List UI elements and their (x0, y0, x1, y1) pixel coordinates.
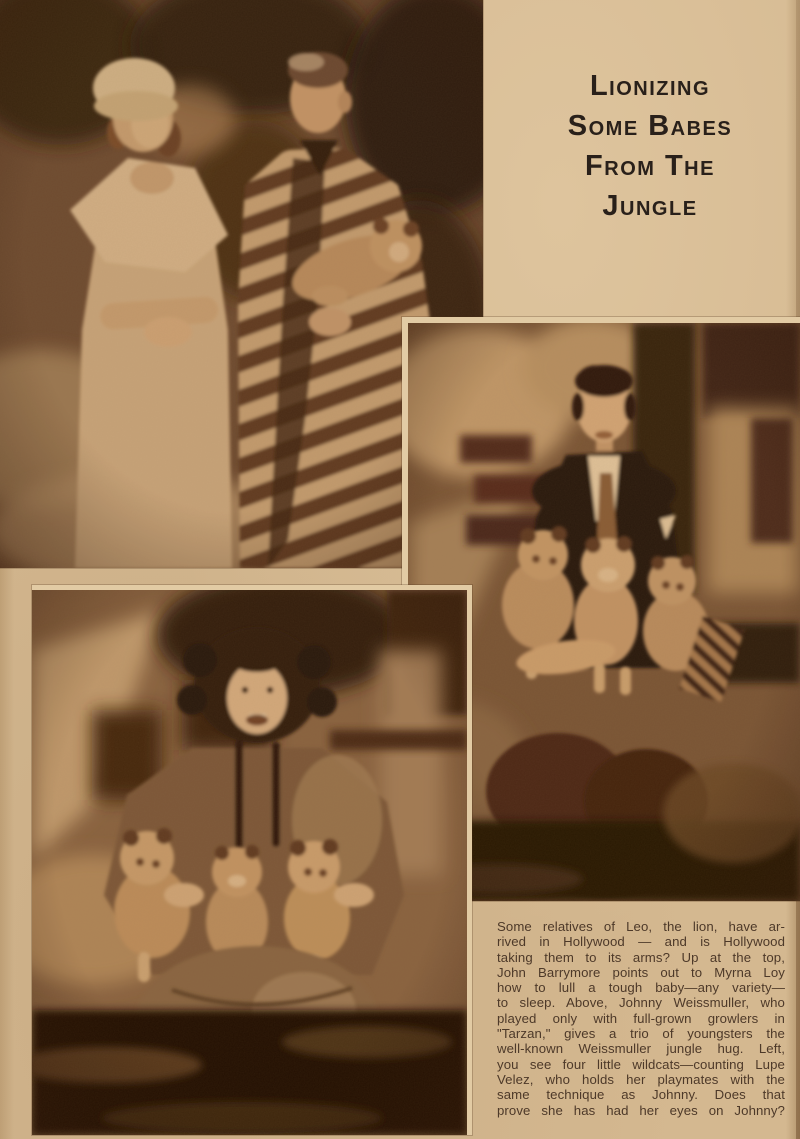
photo-lupe-velez (32, 585, 472, 1135)
caption-line: prove she has had her eyes on Johnny? (497, 1102, 785, 1118)
caption-line: John Barrymore points out to Myrna Loy (497, 964, 785, 980)
article-title (500, 66, 800, 226)
caption-line: "Tarzan," gives a trio of youngsters the (497, 1026, 785, 1042)
caption-line: taking them to its arms? Up at the top, (497, 949, 785, 965)
photo-lupe-velez-illustration (32, 590, 467, 1135)
title-line: Lionizing (589, 70, 711, 102)
caption-line: you see four little wildcats—counting Lupe (497, 1056, 785, 1072)
title-line: Some Babes (567, 110, 733, 142)
caption-line: Velez, who holds her playmates with the (497, 1071, 785, 1087)
title-line: From The (585, 150, 715, 182)
caption-line: Some relatives of Leo, the lion, have ar- (497, 919, 785, 934)
caption-text (497, 919, 785, 1118)
caption-line: how to lull a tough baby—any variety— (497, 980, 785, 996)
caption-line: to sleep. Above, Johnny Weissmuller, who (497, 995, 785, 1011)
caption-line: same technique as Johnny. Does that (497, 1087, 785, 1103)
caption-line: played only with full-grown growlers in (497, 1010, 785, 1026)
caption-line: rived in Hollywood — and is Hollywood (497, 934, 785, 950)
caption-line: well-known Weissmuller jungle hug. Left, (497, 1041, 785, 1057)
title-line: Jungle (602, 190, 698, 222)
